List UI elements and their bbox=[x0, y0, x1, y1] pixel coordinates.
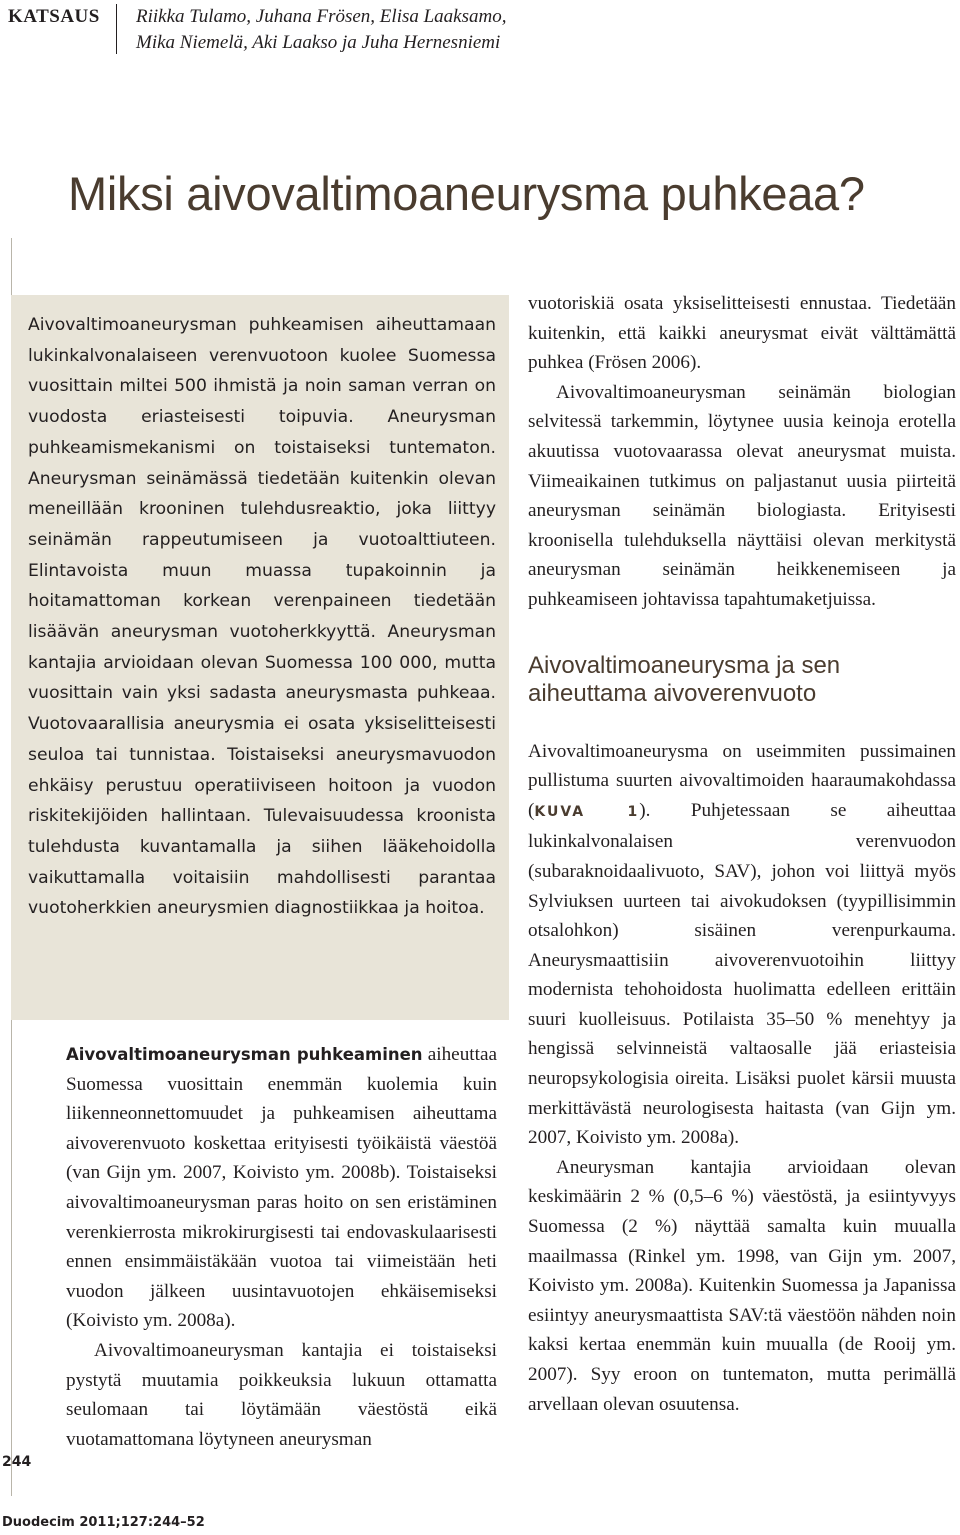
lead-in-bold: Aivovaltimoaneurysman puhkeaminen bbox=[66, 1045, 423, 1064]
body-column-right bbox=[528, 289, 956, 1419]
body-column-left bbox=[66, 1040, 497, 1454]
authors-line-1: Riikka Tulamo, Juhana Frösen, Elisa Laaksamo, bbox=[136, 6, 507, 27]
body-paragraph: vuotoriskiä osata yksiselitteisesti ennustaa. Tiedetään kuitenkin, että kaikki aneurysmat eivät välttämättä puhkea (Frösen 2006). bbox=[528, 293, 956, 374]
page-number: 244 bbox=[2, 1454, 32, 1470]
journal-citation: Duodecim 2011;127:244–52 bbox=[2, 1515, 205, 1530]
body-paragraph bbox=[66, 1040, 497, 1336]
figure-reference: KUVA 1 bbox=[534, 803, 640, 820]
section-heading-line-2: aiheuttama aivoverenvuoto bbox=[528, 679, 817, 707]
paragraph-text: ). Puhjetessaan se aiheuttaa lukinkalvonalaisen verenvuodon (subaraknoidaalivuoto, SAV), johon voi liittyä myös Sylviuksen uurteen tai aivokudoksen (tyypillisimmin otsalohkon) sisäinen verenpurkauma. Aneurysmaattisiin aivoverenvuotoihin liittyy modernista tehohoidosta huolimatta edelleen erittäin suuri kuolleisuus. Potilaista 35–50 % menehtyy ja hengissä selvinneistä valtaosalle jää eriasteisia neuropsykologisia oireita. Lisäksi puolet kärsii muusta merkittävästä neurologisesta haitasta (van Gijn ym. 2007, Koivisto ym. 2008a). bbox=[528, 799, 956, 1149]
body-paragraph: Aneurysman kantajia arvioidaan olevan keskimäärin 2 % (0,5–6 %) väestöstä, ja esiintyvyys Suomessa (2 %) näyttää samalta kuin muualla maailmassa (Rinkel ym. 1998, van Gijn ym. 2007, Koivisto ym. 2008a). Kuitenkin Suomessa ja Japanissa esiintyy aneurysmaattista SAV:tä väestöön nähden noin kaksi kertaa enemmän kuin muualla (de Rooij ym. 2007). Syy eroon on tuntematon, mutta perimällä arvellaan olevan osuutensa. bbox=[528, 1156, 956, 1415]
body-paragraph: Aivovaltimoaneurysman kantajia ei toistaiseksi pystytä muutamia poikkeuksia lukuun ottamatta seulomaan tai löytämään väestöstä eikä vuotamattomana löytyneen aneurysman bbox=[66, 1339, 497, 1450]
section-label: KATSAUS bbox=[8, 6, 100, 27]
article-title: Miksi aivovaltimoaneurysma puhkeaa? bbox=[68, 167, 865, 220]
paragraph-text: Aivovaltimoaneurysma on useimmiten pussimainen pullistuma suurten aivovaltimoiden haaraumakohdassa ( bbox=[528, 740, 956, 821]
header-divider bbox=[116, 4, 117, 54]
section-heading-line-1: Aivovaltimoaneurysma ja sen bbox=[528, 651, 841, 679]
section-heading bbox=[528, 652, 956, 708]
body-paragraph bbox=[528, 737, 956, 1153]
paragraph-text: aiheuttaa Suomessa vuosittain enemmän kuolemia kuin liikenneonnettomuudet ja puhkeamisen aiheuttama aivoverenvuoto koskettaa erityisesti työikäistä väestöä (van Gijn ym. 2007, Koivisto ym. 2008b). Toistaiseksi aivovaltimoaneurysman paras hoito on sen eristäminen verenkierrosta mikrokirurgisesti tai endovaskulaarisesti ennen ensimmäistäkään vuotoa tai viimeistään heti vuodon jälkeen uusintavuotojen ehkäisemiseksi (Koivisto ym. 2008a). bbox=[66, 1044, 497, 1332]
authors bbox=[136, 4, 836, 56]
authors-line-2: Mika Niemelä, Aki Laakso ja Juha Hernesniemi bbox=[136, 32, 501, 53]
abstract-text: Aivovaltimoaneurysman puhkeamisen aiheuttamaan lukinkalvonalaiseen verenvuotoon kuolee Suomessa vuosittain miltei 500 ihmistä ja noin saman verran on vuodosta eriasteisesti toipuvia. Aneurysman puhkeamismekanismi on toistaiseksi tuntematon. Aneurysman seinämässä tiedetään kuitenkin olevan meneillään krooninen tulehdusreaktio, joka liittyy seinämän rappeutumiseen ja vuotoalttiuteen. Elintavoista muun muassa tupakoinnin ja hoitamattoman korkean verenpaineen tiedetään lisäävän aneurysman vuotoherkkyyttä. Aneurysman kantajia arvioidaan olevan Suomessa 100 000, mutta vuosittain vain yksi sadasta aneurysmasta puhkeaa. Vuotovaarallisia aneurysmia ei osata yksiselitteisesti seuloa tai tunnistaa. Toistaiseksi aneurysmavuodon ehkäisy perustuu operatiiviseen hoitoon ja vuodon riskitekijöiden hallintaan. Tulevaisuudessa kroonista tulehdusta kuvantamalla ja siihen lääkehoidolla vaikuttamalla voitaisiin mahdollisesti parantaa vuotoherkkien aneurysmien diagnostiikkaa ja hoitoa. bbox=[28, 315, 496, 919]
body-paragraph: Aivovaltimoaneurysman seinämän biologian selvitessä tarkemmin, löytynee uusia keinoja erotella akuutissa vuotovaarassa olevat aneurysmat muista. Viimeaikainen tutkimus on paljastanut uusia piirteitä aneurysman seinämän biologiasta. Erityisesti kroonisella tulehduksella näyttäisi olevan merkitystä aneurysman seinämän heikkenemiseen ja puhkeamiseen johtavissa tapahtumaketjuissa. bbox=[528, 381, 956, 610]
